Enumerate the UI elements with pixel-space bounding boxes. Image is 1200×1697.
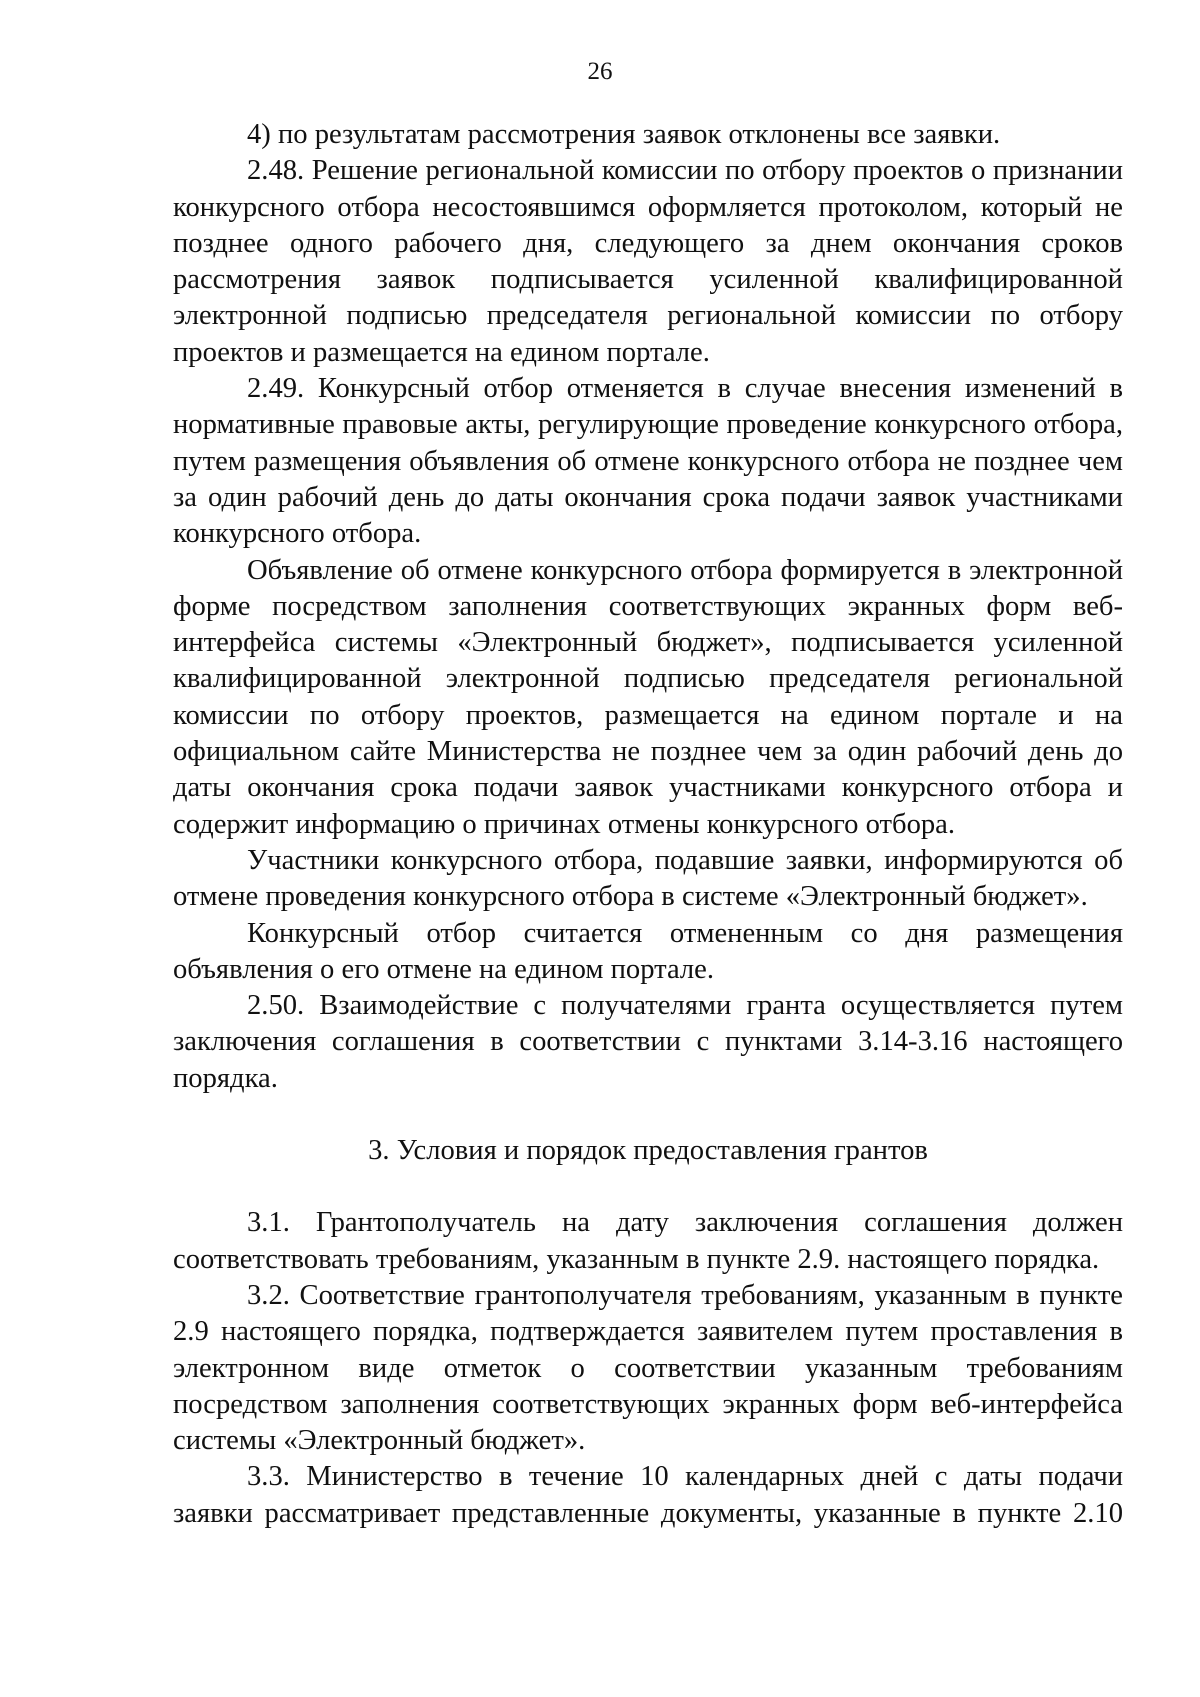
- paragraph-participants-informed: Участники конкурсного отбора, подавшие заявки, информируются об отмене проведения конкурсного отбора в системе «Электронный бюджет».: [173, 844, 1123, 913]
- paragraph-item-4: 4) по результатам рассмотрения заявок отклонены все заявки.: [247, 119, 1001, 150]
- document-body: [173, 117, 1123, 1532]
- paragraph-2-48: 2.48. Решение региональной комиссии по отбору проектов о признании конкурсного отбора несостоявшимся оформляется протоколом, который не позднее одного рабочего дня, следующего за днем окончания сроков рассмотрения заявок подписывается усиленной квалифицированной электронной подписью председателя региональной комиссии по отбору проектов и размещается на едином портале.: [173, 155, 1123, 368]
- paragraph-3-2: 3.2. Соответствие грантополучателя требованиям, указанным в пункте 2.9 настоящего порядка, подтверждается заявителем путем проставления в электронном виде отметок о соответствии указанным требованиям посредством заполнения соответствующих экранных форм веб-интерфейса системы «Электронный бюджет».: [173, 1279, 1123, 1457]
- paragraph-2-50: 2.50. Взаимодействие с получателями гранта осуществляется путем заключения соглашения в соответствии с пунктами 3.14-3.16 настоящего порядка.: [173, 990, 1123, 1094]
- section-heading: 3. Условия и порядок предоставления грантов: [368, 1135, 928, 1167]
- page-number: 26: [587, 58, 613, 85]
- paragraph-3-3: 3.3. Министерство в течение 10 календарных дней с даты подачи заявки рассматривает представленные документы, указанные в пункте 2.10: [173, 1461, 1123, 1529]
- paragraph-2-49: 2.49. Конкурсный отбор отменяется в случае внесения изменений в нормативные правовые акты, регулирующие проведение конкурсного отбора, путем размещения объявления об отмене конкурсного отбора не позднее чем за один рабочий день до даты окончания срока подачи заявок участниками конкурсного отбора.: [173, 373, 1123, 550]
- paragraph-3-1: 3.1. Грантополучатель на дату заключения соглашения должен соответствовать требованиям, указанным в пункте 2.9. настоящего порядка.: [173, 1207, 1123, 1275]
- paragraph-cancellation-notice: Объявление об отмене конкурсного отбора формируется в электронной форме посредством заполнения соответствующих экранных форм веб-интерфейса системы «Электронный бюджет», подписывается усиленной квалифицированной электронной подписью председателя региональной комиссии по отбору проектов, размещается на едином портале и на официальном сайте Министерства не позднее чем за один рабочий день до даты окончания срока подачи заявок участниками конкурсного отбора и содержит информацию о причинах отмены конкурсного отбора.: [173, 554, 1123, 840]
- paragraph-selection-cancelled: Конкурсный отбор считается отмененным со дня размещения объявления о его отмене на едином портале.: [173, 917, 1123, 985]
